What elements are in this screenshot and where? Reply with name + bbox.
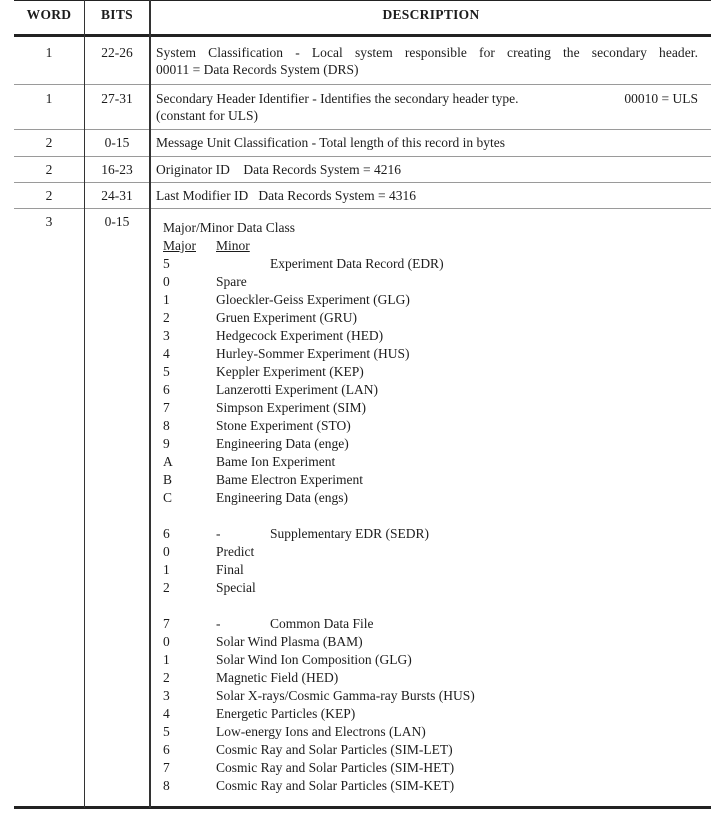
bits-cell: 0-15 — [104, 214, 130, 229]
minor-code: C — [163, 490, 173, 505]
minor-class-name: Hurley-Sommer Experiment (HUS) — [216, 346, 410, 361]
bits-cell: 22-26 — [101, 45, 133, 60]
minor-code: 6 — [163, 382, 170, 397]
minor-class-name: Final — [216, 562, 244, 577]
minor-class-row — [163, 669, 683, 687]
column-divider — [149, 0, 151, 808]
minor-class-row — [163, 705, 683, 723]
header-word: WORD — [26, 7, 72, 22]
minor-code: 2 — [163, 670, 170, 685]
data-class-groups — [163, 255, 683, 795]
minor-class-row — [163, 381, 683, 399]
bits-cell: 16-23 — [101, 162, 133, 177]
minor-class-name: Hedgecock Experiment (HED) — [216, 328, 384, 343]
minor-class-name: Lanzerotti Experiment (LAN) — [216, 382, 378, 397]
word-cell: 3 — [45, 214, 53, 229]
word-cell: 1 — [45, 91, 53, 106]
row-divider — [14, 129, 711, 130]
description-line: Message Unit Classification - Total length of this record in bytes — [156, 135, 505, 150]
minor-class-name: Magnetic Field (HED) — [216, 670, 339, 685]
minor-class-row — [163, 579, 683, 597]
minor-class-row — [163, 759, 683, 777]
bits-cell: 27-31 — [101, 91, 133, 106]
minor-code: 8 — [163, 778, 170, 793]
description-line: 00011 = Data Records System (DRS) — [156, 62, 359, 77]
major-class-row — [163, 615, 683, 633]
major-class-name: Supplementary EDR (SEDR) — [270, 526, 429, 541]
minor-code: 0 — [163, 544, 170, 559]
minor-code: 7 — [163, 760, 170, 775]
minor-class-name: Solar X-rays/Cosmic Gamma-ray Bursts (HUS) — [216, 688, 475, 703]
minor-class-name: Cosmic Ray and Solar Particles (SIM-LET) — [216, 742, 453, 757]
minor-class-row — [163, 453, 683, 471]
minor-class-name: Bame Electron Experiment — [216, 472, 363, 487]
minor-code: 3 — [163, 328, 170, 343]
row-divider — [14, 182, 711, 183]
minor-class-row — [163, 471, 683, 489]
minor-class-name: Energetic Particles (KEP) — [216, 706, 356, 721]
word-cell: 2 — [45, 162, 53, 177]
data-class-list — [163, 219, 683, 795]
minor-code: A — [163, 454, 173, 469]
row-divider — [14, 208, 711, 209]
minor-class-name: Cosmic Ray and Solar Particles (SIM-HET) — [216, 760, 455, 775]
minor-class-row — [163, 687, 683, 705]
row-divider — [14, 156, 711, 157]
minor-class-row — [163, 561, 683, 579]
minor-code: 3 — [163, 688, 170, 703]
description-line: Originator ID Data Records System = 4216 — [156, 162, 401, 177]
minor-code: 7 — [163, 400, 170, 415]
minor-class-name: Predict — [216, 544, 255, 559]
minor-code: 5 — [163, 364, 170, 379]
minor-class-name: Bame Ion Experiment — [216, 454, 336, 469]
minor-class-row — [163, 741, 683, 759]
description-line: System Classification - Local system responsible for creating the secondary header. — [156, 45, 698, 60]
minor-code: 1 — [163, 562, 170, 577]
minor-class-name: Special — [216, 580, 256, 595]
minor-code: 6 — [163, 742, 170, 757]
minor-code: 4 — [163, 346, 170, 361]
major-code: 7 — [163, 616, 170, 631]
minor-class-name: Spare — [216, 274, 247, 289]
data-class-title: Major/Minor Data Class — [163, 220, 295, 235]
minor-code: 0 — [163, 274, 170, 289]
minor-class-row — [163, 723, 683, 741]
header-bits: BITS — [101, 7, 133, 22]
description-line: Secondary Header Identifier - Identifies the secondary header type. — [156, 91, 519, 106]
bits-cell: 24-31 — [101, 188, 133, 203]
major-class-row — [163, 525, 683, 543]
minor-code: 9 — [163, 436, 170, 451]
minor-code: B — [163, 472, 173, 487]
minor-class-name: Cosmic Ray and Solar Particles (SIM-KET) — [216, 778, 455, 793]
minor-code: 1 — [163, 652, 170, 667]
table-top-rule — [14, 0, 711, 1]
major-code: 5 — [163, 256, 170, 271]
minor-class-name: Simpson Experiment (SIM) — [216, 400, 366, 415]
minor-class-row — [163, 345, 683, 363]
word-cell: 1 — [45, 45, 53, 60]
minor-class-name: Solar Wind Plasma (BAM) — [216, 634, 363, 649]
minor-class-row — [163, 399, 683, 417]
group-spacer — [163, 597, 683, 615]
major-column-label: Major — [163, 238, 196, 253]
group-spacer — [163, 507, 683, 525]
minor-class-row — [163, 633, 683, 651]
row-divider — [14, 84, 711, 85]
minor-code: 2 — [163, 310, 170, 325]
minor-code: 4 — [163, 706, 170, 721]
minor-class-row — [163, 651, 683, 669]
minor-code: 8 — [163, 418, 170, 433]
header-bottom-rule — [14, 34, 711, 37]
description-cell — [156, 44, 698, 78]
minor-class-name: Engineering Data (engs) — [216, 490, 348, 505]
description-line: Last Modifier ID Data Records System = 4316 — [156, 188, 416, 203]
minor-column-label: Minor — [216, 238, 250, 253]
minor-class-name: Low-energy Ions and Electrons (LAN) — [216, 724, 426, 739]
major-class-name: Common Data File — [270, 616, 374, 631]
major-dash: - — [216, 526, 221, 541]
word-cell: 2 — [45, 188, 53, 203]
minor-class-name: Engineering Data (enge) — [216, 436, 349, 451]
minor-class-name: Solar Wind Ion Composition (GLG) — [216, 652, 412, 667]
major-code: 6 — [163, 526, 170, 541]
description-line: (constant for ULS) — [156, 108, 258, 123]
minor-class-row — [163, 543, 683, 561]
major-class-row — [163, 255, 683, 273]
minor-class-row — [163, 777, 683, 795]
major-dash: - — [216, 616, 221, 631]
description-value: 00010 = ULS — [624, 91, 698, 106]
minor-class-name: Keppler Experiment (KEP) — [216, 364, 364, 379]
minor-class-row — [163, 309, 683, 327]
minor-class-name: Gloeckler-Geiss Experiment (GLG) — [216, 292, 410, 307]
minor-code: 2 — [163, 580, 170, 595]
minor-class-row — [163, 435, 683, 453]
minor-class-row — [163, 273, 683, 291]
column-divider — [84, 0, 85, 808]
minor-class-row — [163, 489, 683, 507]
minor-class-row — [163, 327, 683, 345]
description-cell — [156, 90, 698, 124]
bits-cell: 0-15 — [104, 135, 130, 150]
major-class-name: Experiment Data Record (EDR) — [270, 256, 444, 271]
header-description: DESCRIPTION — [382, 7, 480, 22]
minor-code: 0 — [163, 634, 170, 649]
minor-code: 1 — [163, 292, 170, 307]
minor-class-name: Stone Experiment (STO) — [216, 418, 351, 433]
word-cell: 2 — [45, 135, 53, 150]
table-bottom-rule — [14, 806, 711, 809]
minor-class-row — [163, 363, 683, 381]
minor-class-name: Gruen Experiment (GRU) — [216, 310, 357, 325]
minor-code: 5 — [163, 724, 170, 739]
minor-class-row — [163, 291, 683, 309]
minor-class-row — [163, 417, 683, 435]
